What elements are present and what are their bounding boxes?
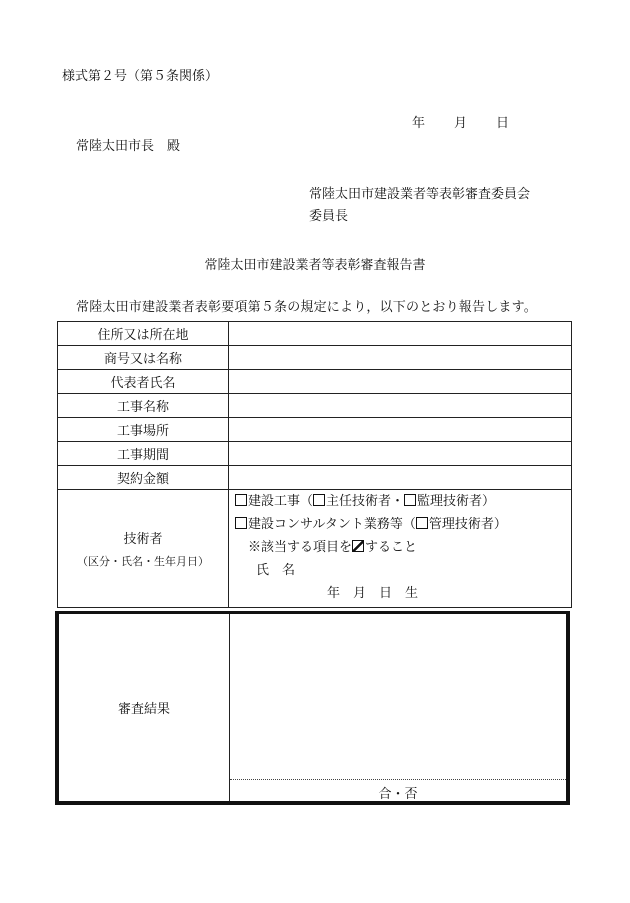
row-value-input[interactable]	[229, 322, 572, 346]
checkbox-construction[interactable]	[235, 494, 247, 506]
option-construction	[229, 490, 571, 513]
committee-name: 常陸太田市建設業者等表彰審査委員会	[309, 187, 531, 202]
chief-engineer-label: 主任技術者・	[326, 494, 405, 509]
row-label: 工事場所	[58, 418, 229, 442]
checkbox-consultant[interactable]	[235, 517, 247, 529]
supervising-engineer-label: 監理技術者）	[417, 494, 496, 509]
chair-title: 委員長	[309, 209, 349, 224]
row-label: 工事期間	[58, 442, 229, 466]
checkbox-chief-engineer[interactable]	[313, 494, 325, 506]
technician-label: 技術者	[123, 532, 163, 547]
technician-label-cell	[58, 490, 229, 608]
table-row	[58, 418, 572, 442]
option-consultant-label: 建設コンサルタント業務等（	[248, 517, 416, 532]
table-row	[58, 370, 572, 394]
review-label: 審査結果	[117, 702, 170, 717]
technician-details	[229, 490, 572, 608]
table-row	[58, 442, 572, 466]
option-construction-label: 建設工事（	[248, 494, 314, 509]
row-value-input[interactable]	[229, 418, 572, 442]
table-row	[58, 466, 572, 490]
row-value-input[interactable]	[229, 466, 572, 490]
birthdate-label: 年 月 日 生	[327, 586, 419, 601]
checkbox-managing-engineer[interactable]	[416, 517, 428, 529]
technician-row	[58, 490, 572, 608]
form-number: 様式第２号（第５条関係）	[62, 69, 219, 84]
date-line	[412, 117, 509, 130]
row-value-input[interactable]	[229, 394, 572, 418]
report-table	[57, 321, 572, 608]
date-day: 日	[496, 116, 510, 131]
table-row	[58, 394, 572, 418]
row-label: 工事名称	[58, 394, 229, 418]
check-note	[229, 536, 571, 559]
date-year: 年	[412, 116, 426, 131]
row-value-input[interactable]	[229, 370, 572, 394]
pass-fail-field[interactable]	[230, 788, 566, 801]
technician-birthdate-field[interactable]	[229, 582, 571, 605]
row-value-input[interactable]	[229, 442, 572, 466]
checkbox-supervising-engineer[interactable]	[404, 494, 416, 506]
name-label: 氏 名	[256, 563, 296, 578]
addressee: 常陸太田市長 殿	[76, 139, 181, 154]
row-label: 契約金額	[58, 466, 229, 490]
row-label: 代表者氏名	[58, 370, 229, 394]
row-label: 商号又は名称	[58, 346, 229, 370]
table-row	[58, 322, 572, 346]
document-title: 常陸太田市建設業者等表彰審査報告書	[204, 258, 426, 273]
technician-name-field[interactable]	[229, 559, 571, 582]
report-statement: 常陸太田市建設業者表彰要項第５条の規定により，以下のとおり報告します。	[76, 300, 537, 315]
managing-engineer-label: 管理技術者）	[428, 517, 507, 532]
checked-box-icon	[352, 540, 364, 552]
date-month: 月	[454, 116, 468, 131]
dotted-divider	[230, 779, 566, 780]
row-label: 住所又は所在地	[58, 322, 229, 346]
option-consultant	[229, 513, 571, 536]
note-suffix: すること	[365, 540, 418, 555]
review-result-box	[55, 611, 570, 805]
table-row	[58, 346, 572, 370]
note-prefix: ※該当する項目を	[248, 540, 353, 555]
pass-fail-label: 合・否	[378, 787, 418, 802]
review-label-cell	[59, 614, 230, 801]
row-value-input[interactable]	[229, 346, 572, 370]
technician-sublabel: （区分・氏名・生年月日）	[77, 555, 209, 568]
